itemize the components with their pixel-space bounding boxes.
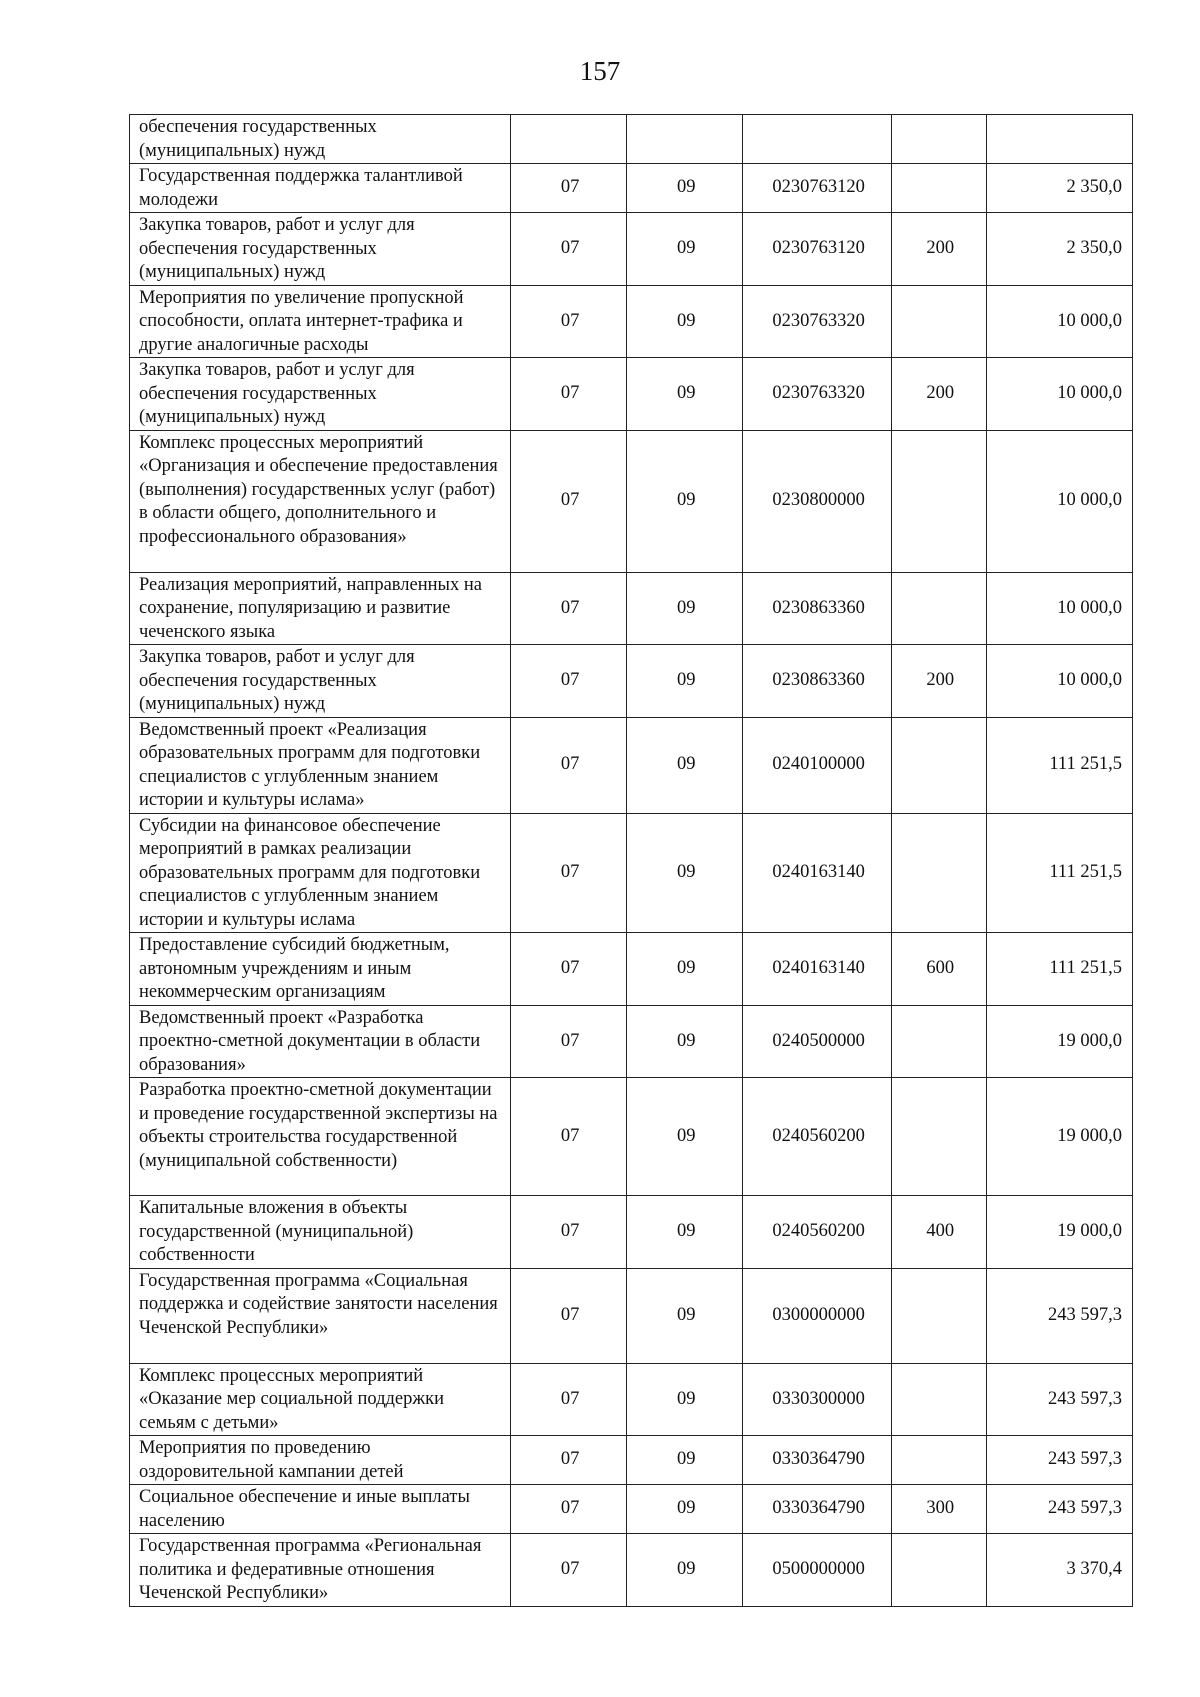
subsection-code-cell: 09 [627, 164, 743, 213]
amount-cell: 10 000,0 [986, 645, 1132, 718]
amount-cell: 10 000,0 [986, 358, 1132, 431]
expense-type-cell [891, 1534, 986, 1607]
section-code-cell: 07 [510, 1268, 626, 1363]
subsection-code-cell: 09 [627, 572, 743, 645]
table-row [130, 933, 1133, 1006]
target-article-cell: 0230763120 [743, 164, 892, 213]
target-article-cell: 0300000000 [743, 1268, 892, 1363]
expense-type-cell [891, 115, 986, 164]
target-article-cell: 0230800000 [743, 430, 892, 572]
budget-table [129, 114, 1133, 1607]
expense-name-cell: Капитальные вложения в объекты государственной (муниципальной) собственности [130, 1196, 511, 1269]
subsection-code-cell: 09 [627, 1363, 743, 1436]
table-row [130, 645, 1133, 718]
target-article-cell: 0230763320 [743, 285, 892, 358]
expense-type-cell: 400 [891, 1196, 986, 1269]
subsection-code-cell: 09 [627, 717, 743, 813]
expense-name-cell: Государственная поддержка талантливой молодежи [130, 164, 511, 213]
section-code-cell: 07 [510, 1078, 626, 1196]
amount-cell: 243 597,3 [986, 1436, 1132, 1485]
expense-name-cell: обеспечения государственных (муниципальных) нужд [130, 115, 511, 164]
target-article-cell: 0240163140 [743, 933, 892, 1006]
section-code-cell: 07 [510, 813, 626, 933]
target-article-cell: 0240500000 [743, 1005, 892, 1078]
subsection-code-cell: 09 [627, 1078, 743, 1196]
expense-name-cell: Мероприятия по проведению оздоровительной кампании детей [130, 1436, 511, 1485]
target-article-cell: 0230863360 [743, 645, 892, 718]
section-code-cell [510, 115, 626, 164]
target-article-cell: 0330364790 [743, 1436, 892, 1485]
expense-type-cell [891, 164, 986, 213]
amount-cell: 19 000,0 [986, 1196, 1132, 1269]
amount-cell: 2 350,0 [986, 164, 1132, 213]
target-article-cell: 0230763120 [743, 213, 892, 286]
subsection-code-cell: 09 [627, 1268, 743, 1363]
target-article-cell: 0240163140 [743, 813, 892, 933]
table-row [130, 164, 1133, 213]
subsection-code-cell: 09 [627, 1005, 743, 1078]
subsection-code-cell: 09 [627, 933, 743, 1006]
section-code-cell: 07 [510, 1363, 626, 1436]
section-code-cell: 07 [510, 430, 626, 572]
table-row [130, 430, 1133, 572]
section-code-cell: 07 [510, 1436, 626, 1485]
section-code-cell: 07 [510, 358, 626, 431]
table-row [130, 717, 1133, 813]
table-row [130, 1485, 1133, 1534]
section-code-cell: 07 [510, 717, 626, 813]
expense-type-cell [891, 1363, 986, 1436]
section-code-cell: 07 [510, 213, 626, 286]
budget-table-body [130, 115, 1133, 1607]
table-row [130, 1196, 1133, 1269]
expense-name-cell: Закупка товаров, работ и услуг для обеспечения государственных (муниципальных) нужд [130, 645, 511, 718]
table-row [130, 1363, 1133, 1436]
amount-cell [986, 115, 1132, 164]
expense-name-cell: Субсидии на финансовое обеспечение мероприятий в рамках реализации образовательных программ для подготовки специалистов с углубленным знанием истории и культуры ислама [130, 813, 511, 933]
table-row [130, 1534, 1133, 1607]
expense-type-cell: 200 [891, 358, 986, 431]
expense-type-cell: 300 [891, 1485, 986, 1534]
expense-type-cell: 200 [891, 213, 986, 286]
amount-cell: 19 000,0 [986, 1005, 1132, 1078]
expense-name-cell: Ведомственный проект «Реализация образовательных программ для подготовки специалистов с углубленным знанием истории и культуры ислама» [130, 717, 511, 813]
expense-type-cell [891, 813, 986, 933]
amount-cell: 111 251,5 [986, 933, 1132, 1006]
amount-cell: 243 597,3 [986, 1363, 1132, 1436]
table-row [130, 1436, 1133, 1485]
expense-type-cell [891, 717, 986, 813]
amount-cell: 111 251,5 [986, 717, 1132, 813]
target-article-cell: 0330364790 [743, 1485, 892, 1534]
subsection-code-cell [627, 115, 743, 164]
table-row [130, 1078, 1133, 1196]
expense-name-cell: Социальное обеспечение и иные выплаты населению [130, 1485, 511, 1534]
amount-cell: 243 597,3 [986, 1485, 1132, 1534]
section-code-cell: 07 [510, 645, 626, 718]
amount-cell: 19 000,0 [986, 1078, 1132, 1196]
amount-cell: 10 000,0 [986, 285, 1132, 358]
expense-type-cell [891, 430, 986, 572]
target-article-cell: 0240100000 [743, 717, 892, 813]
target-article-cell: 0230863360 [743, 572, 892, 645]
expense-name-cell: Реализация мероприятий, направленных на сохранение, популяризацию и развитие чеченского языка [130, 572, 511, 645]
table-row [130, 358, 1133, 431]
expense-name-cell: Государственная программа «Региональная политика и федеративные отношения Чеченской Республики» [130, 1534, 511, 1607]
section-code-cell: 07 [510, 1485, 626, 1534]
table-row [130, 1268, 1133, 1363]
table-row [130, 115, 1133, 164]
section-code-cell: 07 [510, 285, 626, 358]
section-code-cell: 07 [510, 1005, 626, 1078]
expense-name-cell: Предоставление субсидий бюджетным, автономным учреждениям и иным некоммерческим организациям [130, 933, 511, 1006]
table-row [130, 572, 1133, 645]
page-number: 157 [579, 56, 621, 86]
expense-type-cell [891, 285, 986, 358]
expense-type-cell [891, 572, 986, 645]
expense-type-cell [891, 1078, 986, 1196]
expense-type-cell [891, 1268, 986, 1363]
target-article-cell [743, 115, 892, 164]
table-row [130, 813, 1133, 933]
expense-name-cell: Разработка проектно-сметной документации и проведение государственной экспертизы на объекты строительства государственной (муниципальной собственности) [130, 1078, 511, 1196]
expense-type-cell [891, 1005, 986, 1078]
section-code-cell: 07 [510, 1534, 626, 1607]
expense-name-cell: Закупка товаров, работ и услуг для обеспечения государственных (муниципальных) нужд [130, 358, 511, 431]
expense-name-cell: Государственная программа «Социальная поддержка и содействие занятости населения Чеченской Республики» [130, 1268, 511, 1363]
subsection-code-cell: 09 [627, 213, 743, 286]
subsection-code-cell: 09 [627, 645, 743, 718]
amount-cell: 10 000,0 [986, 430, 1132, 572]
expense-name-cell: Закупка товаров, работ и услуг для обеспечения государственных (муниципальных) нужд [130, 213, 511, 286]
target-article-cell: 0240560200 [743, 1196, 892, 1269]
subsection-code-cell: 09 [627, 430, 743, 572]
subsection-code-cell: 09 [627, 1196, 743, 1269]
expense-name-cell: Комплекс процессных мероприятий «Организация и обеспечение предоставления (выполнения) государственных услуг (работ) в области общего, дополнительного и профессионального образования» [130, 430, 511, 572]
expense-type-cell: 200 [891, 645, 986, 718]
amount-cell: 2 350,0 [986, 213, 1132, 286]
amount-cell: 243 597,3 [986, 1268, 1132, 1363]
target-article-cell: 0330300000 [743, 1363, 892, 1436]
target-article-cell: 0240560200 [743, 1078, 892, 1196]
expense-name-cell: Мероприятия по увеличение пропускной способности, оплата интернет-трафика и другие аналогичные расходы [130, 285, 511, 358]
subsection-code-cell: 09 [627, 358, 743, 431]
section-code-cell: 07 [510, 933, 626, 1006]
expense-name-cell: Комплекс процессных мероприятий «Оказание мер социальной поддержки семьям с детьми» [130, 1363, 511, 1436]
section-code-cell: 07 [510, 1196, 626, 1269]
target-article-cell: 0500000000 [743, 1534, 892, 1607]
expense-type-cell [891, 1436, 986, 1485]
table-row [130, 213, 1133, 286]
amount-cell: 111 251,5 [986, 813, 1132, 933]
section-code-cell: 07 [510, 572, 626, 645]
expense-type-cell: 600 [891, 933, 986, 1006]
table-row [130, 1005, 1133, 1078]
amount-cell: 10 000,0 [986, 572, 1132, 645]
subsection-code-cell: 09 [627, 1436, 743, 1485]
expense-name-cell: Ведомственный проект «Разработка проектно-сметной документации в области образования» [130, 1005, 511, 1078]
subsection-code-cell: 09 [627, 285, 743, 358]
subsection-code-cell: 09 [627, 1534, 743, 1607]
section-code-cell: 07 [510, 164, 626, 213]
subsection-code-cell: 09 [627, 813, 743, 933]
target-article-cell: 0230763320 [743, 358, 892, 431]
table-row [130, 285, 1133, 358]
subsection-code-cell: 09 [627, 1485, 743, 1534]
amount-cell: 3 370,4 [986, 1534, 1132, 1607]
